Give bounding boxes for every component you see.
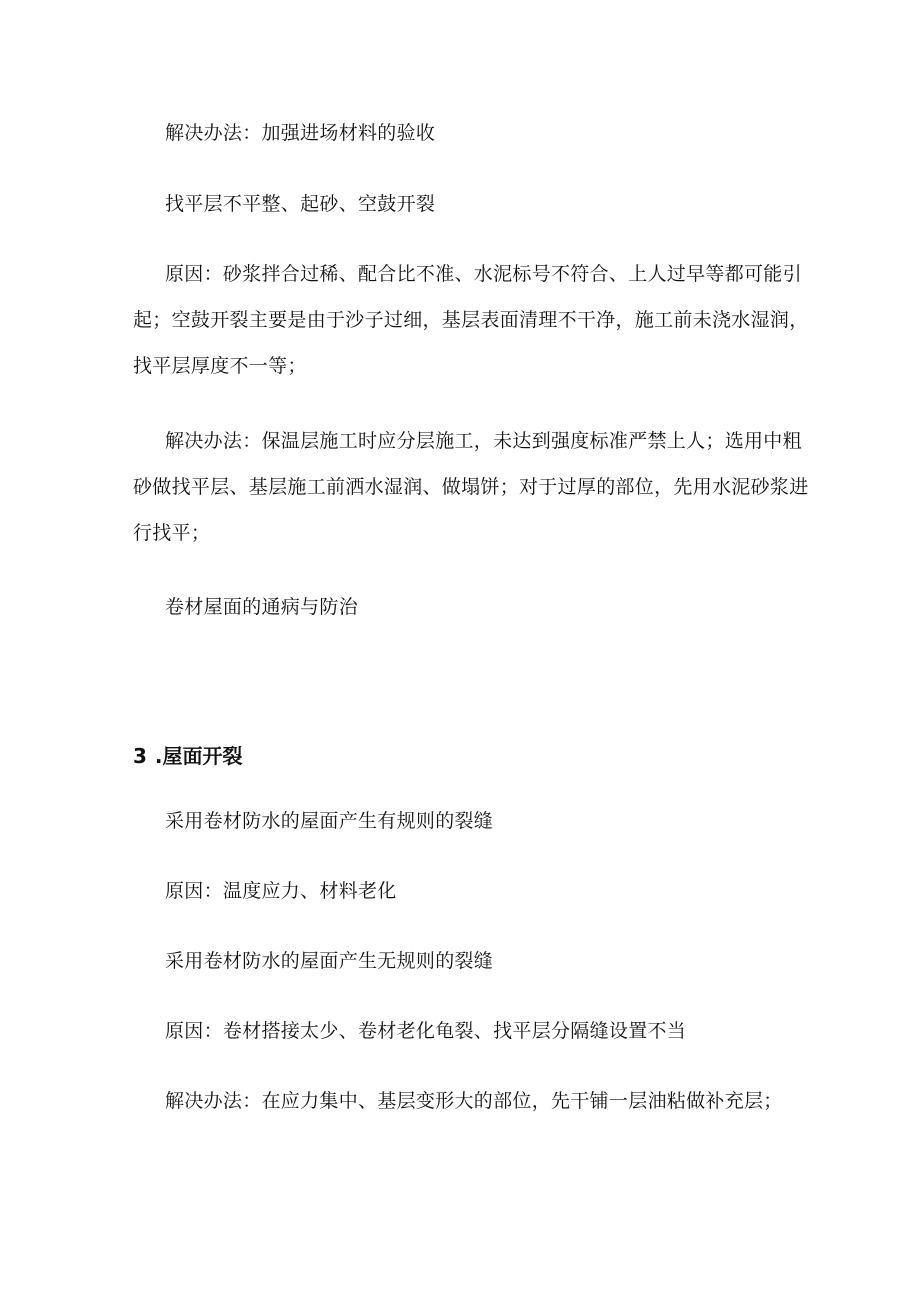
paragraph-solution-cracks: 解决办法：在应力集中、基层变形大的部位，先干铺一层油粘做补充层； xyxy=(165,1090,783,1112)
paragraph-cause-leveling: 原因：砂浆拌合过稀、配合比不准、水泥标号不符合、上人过早等都可能引起；空鼓开裂主要是由于沙子过细，基层表面清理不干净，施工前未浇水湿润，找平层厚度不一等； xyxy=(133,263,809,377)
section-heading-roof-cracking xyxy=(133,733,809,779)
paragraph-solution-material: 解决办法：加强进场材料的验收 xyxy=(165,122,436,144)
paragraph-irregular-cracks: 采用卷材防水的屋面产生无规则的裂缝 xyxy=(165,950,494,972)
paragraph-cause-irregular-cracks: 原因：卷材搭接太少、卷材老化龟裂、找平层分隔缝设置不当 xyxy=(165,1020,687,1042)
section-title: .屋面开裂 xyxy=(154,744,243,768)
paragraph-solution-leveling: 解决办法：保温层施工时应分层施工，未达到强度标准严禁上人；选用中粗砂做找平层、基层施工前洒水湿润、做塌饼；对于过厚的部位，先用水泥砂浆进行找平； xyxy=(133,430,809,544)
paragraph-leveling-layer-issue: 找平层不平整、起砂、空鼓开裂 xyxy=(165,193,436,215)
section-number: 3 xyxy=(133,744,147,768)
paragraph-membrane-roof-title: 卷材屋面的通病与防治 xyxy=(165,596,359,618)
paragraph-regular-cracks: 采用卷材防水的屋面产生有规则的裂缝 xyxy=(165,810,494,832)
paragraph-cause-regular-cracks: 原因：温度应力、材料老化 xyxy=(165,880,397,902)
